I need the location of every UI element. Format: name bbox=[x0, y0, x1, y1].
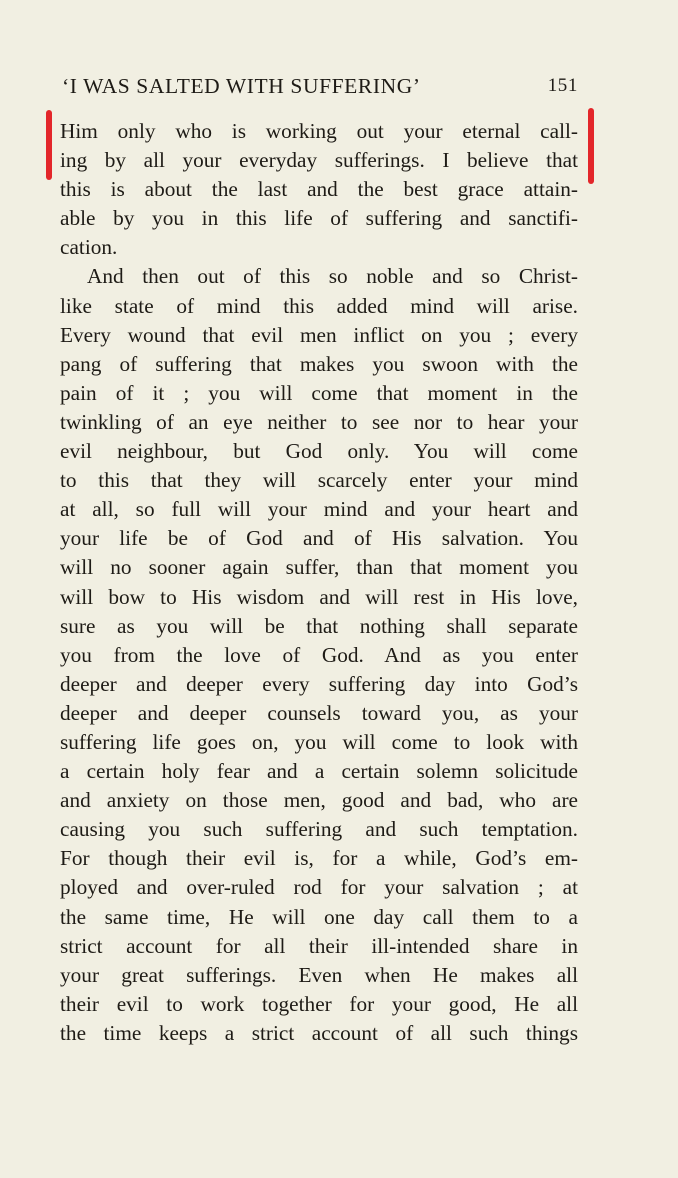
text-line: your life be of God and of His salvation. You bbox=[60, 526, 578, 551]
paragraph bbox=[60, 262, 578, 1048]
text-line: Every wound that evil men inflict on you ; every bbox=[60, 322, 578, 347]
text-line: you from the love of God. And as you enter bbox=[60, 642, 578, 667]
text-line: their evil to work together for your good, He all bbox=[60, 991, 578, 1016]
text-line: strict account for all their ill-intended share in bbox=[60, 933, 578, 958]
body-text bbox=[60, 117, 578, 1048]
text-line: Him only who is working out your eternal call- bbox=[60, 119, 578, 143]
text-line: ployed and over-ruled rod for your salvation ; at bbox=[60, 875, 578, 900]
text-line: able by you in this life of suffering and sanctifi- bbox=[60, 206, 578, 231]
highlight-marker-right bbox=[588, 108, 594, 184]
text-line: will no sooner again suffer, than that moment you bbox=[60, 555, 578, 580]
text-line: at all, so full will your mind and your heart and bbox=[60, 497, 578, 522]
text-line: sure as you will be that nothing shall separate bbox=[60, 613, 578, 638]
text-line: to this that they will scarcely enter your mind bbox=[60, 468, 578, 493]
page-number: 151 bbox=[547, 75, 578, 96]
paragraph bbox=[60, 117, 578, 262]
text-line: suffering life goes on, you will come to look with bbox=[60, 729, 578, 754]
text-line: the same time, He will one day call them to a bbox=[60, 904, 578, 929]
text-line: the time keeps a strict account of all such things bbox=[60, 1020, 578, 1045]
text-line: twinkling of an eye neither to see nor to hear your bbox=[60, 409, 578, 434]
text-line: pang of suffering that makes you swoon with the bbox=[60, 351, 578, 376]
running-head-title: ‘I WAS SALTED WITH SUFFERING’ bbox=[62, 74, 421, 98]
text-line: this is about the last and the best grace attain- bbox=[60, 177, 578, 202]
text-line: And then out of this so noble and so Christ- bbox=[87, 264, 578, 289]
running-head bbox=[62, 74, 578, 104]
text-line: your great sufferings. Even when He makes all bbox=[60, 962, 578, 987]
highlight-marker-left bbox=[46, 110, 52, 180]
text-line: deeper and deeper every suffering day into God’s bbox=[60, 671, 578, 696]
text-line: like state of mind this added mind will arise. bbox=[60, 293, 578, 318]
text-line: For though their evil is, for a while, God’s em- bbox=[60, 846, 578, 871]
text-line: pain of it ; you will come that moment in the bbox=[60, 380, 578, 405]
text-line: evil neighbour, but God only. You will come bbox=[60, 439, 578, 464]
text-line: deeper and deeper counsels toward you, as your bbox=[60, 700, 578, 725]
text-line: a certain holy fear and a certain solemn solicitude bbox=[60, 759, 578, 784]
text-line: causing you such suffering and such temptation. bbox=[60, 817, 578, 842]
text-line: and anxiety on those men, good and bad, who are bbox=[60, 788, 578, 813]
text-line: will bow to His wisdom and will rest in His love, bbox=[60, 584, 578, 609]
text-line: ing by all your everyday sufferings. I believe that bbox=[60, 148, 578, 173]
text-line: cation. bbox=[60, 235, 118, 260]
